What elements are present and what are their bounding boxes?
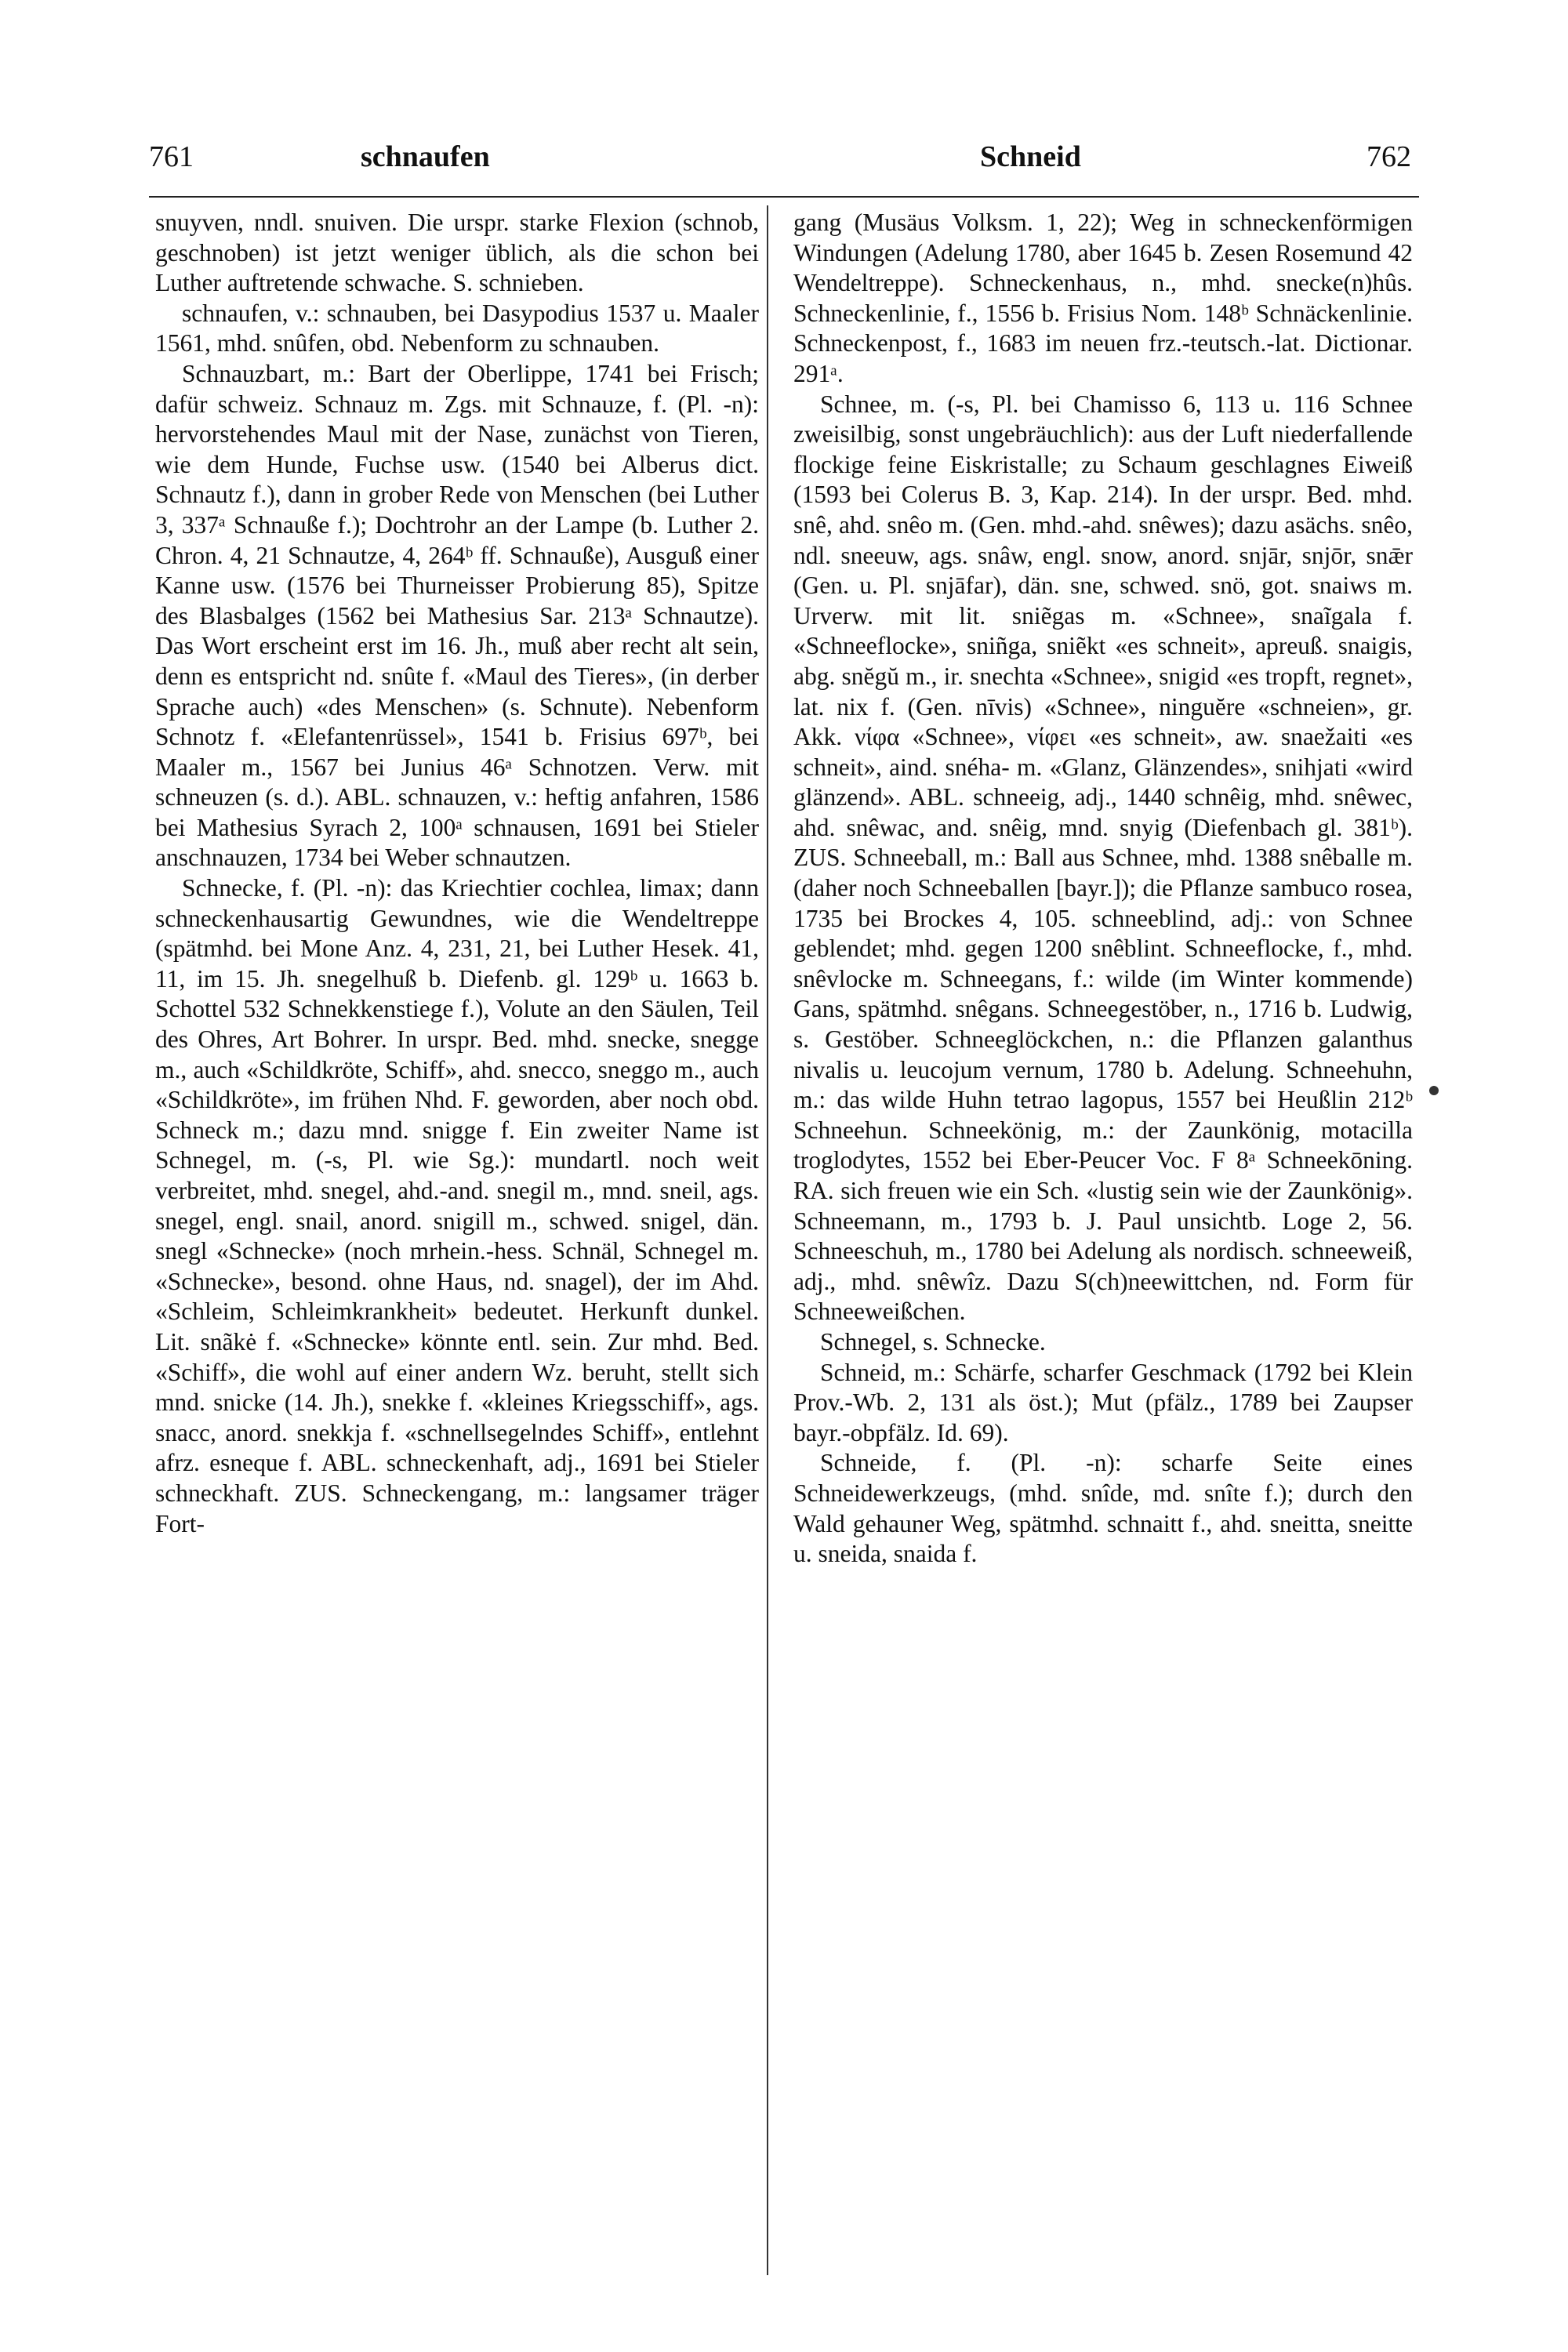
header-rule xyxy=(149,196,1419,198)
page-number-left: 761 xyxy=(149,140,194,173)
right-column xyxy=(793,208,1413,1570)
entry-schnaufen: schnaufen, v.: schnauben, bei Dasypodius 1537 u. Maaler 1561, mhd. snûfen, obd. Nebenform zu schnauben. xyxy=(155,299,759,358)
guide-word-right: Schneid xyxy=(980,140,1081,173)
left-column xyxy=(155,208,759,1539)
entry-continuation: snuyven, nndl. snuiven. Die urspr. starke Flexion (schnob, geschnoben) ist jetzt weniger üblich, als die schon bei Luther auftretende schwache. S. schnieben. xyxy=(155,209,759,297)
ink-spot xyxy=(1429,1086,1439,1095)
guide-word-left: schnaufen xyxy=(361,140,490,173)
entry-schneide: Schneide, f. (Pl. -n): scharfe Seite eines Schneidewerkzeugs, (mhd. snîde, md. snîte f.); durch den Wald gehauner Weg, spätmhd. schnaitt f., ahd. sneitta, sneitte u. sneida, snaida f. xyxy=(793,1449,1413,1568)
entry-schnecke: Schnecke, f. (Pl. -n): das Kriechtier cochlea, limax; dann schneckenhausartig Gewundnes, wie die Wendeltreppe (spätmhd. bei Mone Anz. 4, 231, 21, bei Luther Hesek. 41, 11, im 15. Jh. snegelhuß b. Diefenb. gl. 129ᵇ u. 1663 b. Schottel 532 Schnekkenstiege f.), Volute an den Säulen, Teil des Ohres, Art Bohrer. In urspr. Bed. mhd. snecke, snegge m., auch «Schildkröte, Schiff», ahd. snecco, sneggo m., auch «Schildkröte», im frühen Nhd. F. geworden, aber noch obd. Schneck m.; dazu mnd. snigge f. Ein zweiter Name ist Schnegel, m. (-s, Pl. wie Sg.): mundartl. noch weit verbreitet, mhd. snegel, ahd.-and. snegil m., mnd. sneil, ags. snegel, engl. snail, anord. snigill m., schwed. snigel, dän. snegl «Schnecke» (noch mrhein.-hess. Schnäl, Schnegel m. «Schnecke», besond. ohne Haus, nd. snagel), der im Ahd. «Schleim, Schleimkrankheit» bedeutet. Herkunft dunkel. Lit. snãkė f. «Schnecke» könnte entl. sein. Zur mhd. Bed. «Schiff», die wohl auf einer andern Wz. beruht, stellt sich mnd. snicke (14. Jh.), snekke f. «kleines Kriegsschiff», ags. snacc, anord. snekkja f. «schnellsegelndes Schiff», entlehnt afrz. esneque f. ABL. schneckenhaft, adj., 1691 bei Stieler schneckhaft. ZUS. Schneckengang, m.: langsamer träger Fort- xyxy=(155,874,759,1537)
page-number-right: 762 xyxy=(1367,140,1411,173)
entry-schnegel: Schnegel, s. Schnecke. xyxy=(820,1327,1046,1356)
column-divider xyxy=(767,205,768,2275)
entry-schnee: Schnee, m. (-s, Pl. bei Chamisso 6, 113 u. 116 Schnee zweisilbig, sonst ungebräuchlich): aus der Luft niederfallende flockige feine Eiskristalle; zu Schaum geschlagnes Eiweiß (1593 bei Colerus B. 3, Kap. 214). In der urspr. Bed. mhd. snê, ahd. snêo m. (Gen. mhd.-ahd. snêwes); dazu asächs. snêo, ndl. sneeuw, ags. snâw, engl. snow, anord. snjār, snjōr, snǣr (Gen. u. Pl. snjāfar), dän. sne, schwed. snö, got. snaiws m. Urverw. mit lit. sniẽgas m. «Schnee», snaĩgala f. «Schneeflocke», sniñga, sniẽkt «es schneit», apreuß. snaigis, abg. snĕgŭ m., ir. snechta «Schnee», snigid «es tropft, regnet», lat. nix f. (Gen. nīvis) «Schnee», ninguĕre «schneien», gr. Akk. νίφα «Schnee», νίφει «es schneit», aw. snaežaiti «es schneit», aind. snéha- m. «Glanz, Glänzendes», snihjati «wird glänzend». ABL. schneeig, adj., 1440 schnêig, mhd. snêwec, ahd. snêwac, and. snêig, mnd. snyig (Diefenbach gl. 381ᵇ). ZUS. Schneeball, m.: Ball aus Schnee, mhd. 1388 snêballe m. (daher noch Schneeballen [bayr.]); die Pflanze sambuco rosea, 1735 bei Brockes 4, 105. schneeblind, adj.: von Schnee geblendet; mhd. gegen 1200 snêblint. Schneeflocke, f., mhd. snêvlocke m. Schneegans, f.: wilde (im Winter kommende) Gans, spätmhd. snêgans. Schneegestöber, n., 1716 b. Ludwig, s. Gestöber. Schneeglöckchen, n.: die Pflanzen galanthus nivalis u. leucojum vernum, 1780 b. Adelung. Schneehuhn, m.: das wilde Huhn tetrao lagopus, 1557 bei Heußlin 212ᵇ Schneehun. Schneekönig, m.: der Zaunkönig, motacilla troglodytes, 1552 bei Eber-Peucer Voc. F 8ᵃ Schneekōning. RA. sich freuen wie ein Sch. «lustig sein wie der Zaunkönig». Schneemann, m., 1793 b. J. Paul unsichtb. Loge 2, 56. Schneeschuh, m., 1780 bei Adelung als nordisch. schneeweiß, adj., mhd. snêwîz. Dazu S(ch)neewittchen, nd. Form für Schneeweißchen. xyxy=(793,390,1413,1326)
entry-continuation-right: gang (Musäus Volksm. 1, 22); Weg in schneckenförmigen Windungen (Adelung 1780, aber 1645 b. Zesen Rosemund 42 Wendeltreppe). Schneckenhaus, n., mhd. snecke(n)hûs. Schneckenlinie, f., 1556 b. Frisius Nom. 148ᵇ Schnäckenlinie. Schneckenpost, f., 1683 im neuen frz.-teutsch.-lat. Dictionar. 291ᵃ. xyxy=(793,209,1413,387)
entry-schneid: Schneid, m.: Schärfe, scharfer Geschmack (1792 bei Klein Prov.-Wb. 2, 131 als öst.); Mut (pfälz., 1789 bei Zaupser bayr.-obpfälz. Id. 69). xyxy=(793,1358,1413,1446)
running-header xyxy=(149,140,1419,187)
entry-schnauzbart: Schnauzbart, m.: Bart der Oberlippe, 1741 bei Frisch; dafür schweiz. Schnauz m. Zgs. mit Schnauze, f. (Pl. -n): hervorstehendes Maul mit der Nase, zunächst von Tieren, wie dem Hunde, Fuchse usw. (1540 bei Alberus dict. Schnautz f.), dann in grober Rede von Menschen (bei Luther 3, 337ᵃ Schnauße f.); Dochtrohr an der Lampe (b. Luther 2. Chron. 4, 21 Schnautze, 4, 264ᵇ ff. Schnauße), Ausguß einer Kanne usw. (1576 bei Thurneisser Probierung 85), Spitze des Blasbalges (1562 bei Mathesius Sar. 213ᵃ Schnautze). Das Wort erscheint erst im 16. Jh., muß aber recht alt sein, denn es entspricht nd. snûte f. «Maul des Tieres», (in derber Sprache auch) «des Menschen» (s. Schnute). Nebenform Schnotz f. «Elefantenrüssel», 1541 b. Frisius 697ᵇ, bei Maaler m., 1567 bei Junius 46ᵃ Schnotzen. Verw. mit schneuzen (s. d.). ABL. schnauzen, v.: heftig anfahren, 1586 bei Mathesius Syrach 2, 100ᵃ schnausen, 1691 bei Stieler anschnauzen, 1734 bei Weber schnautzen. xyxy=(155,359,759,872)
